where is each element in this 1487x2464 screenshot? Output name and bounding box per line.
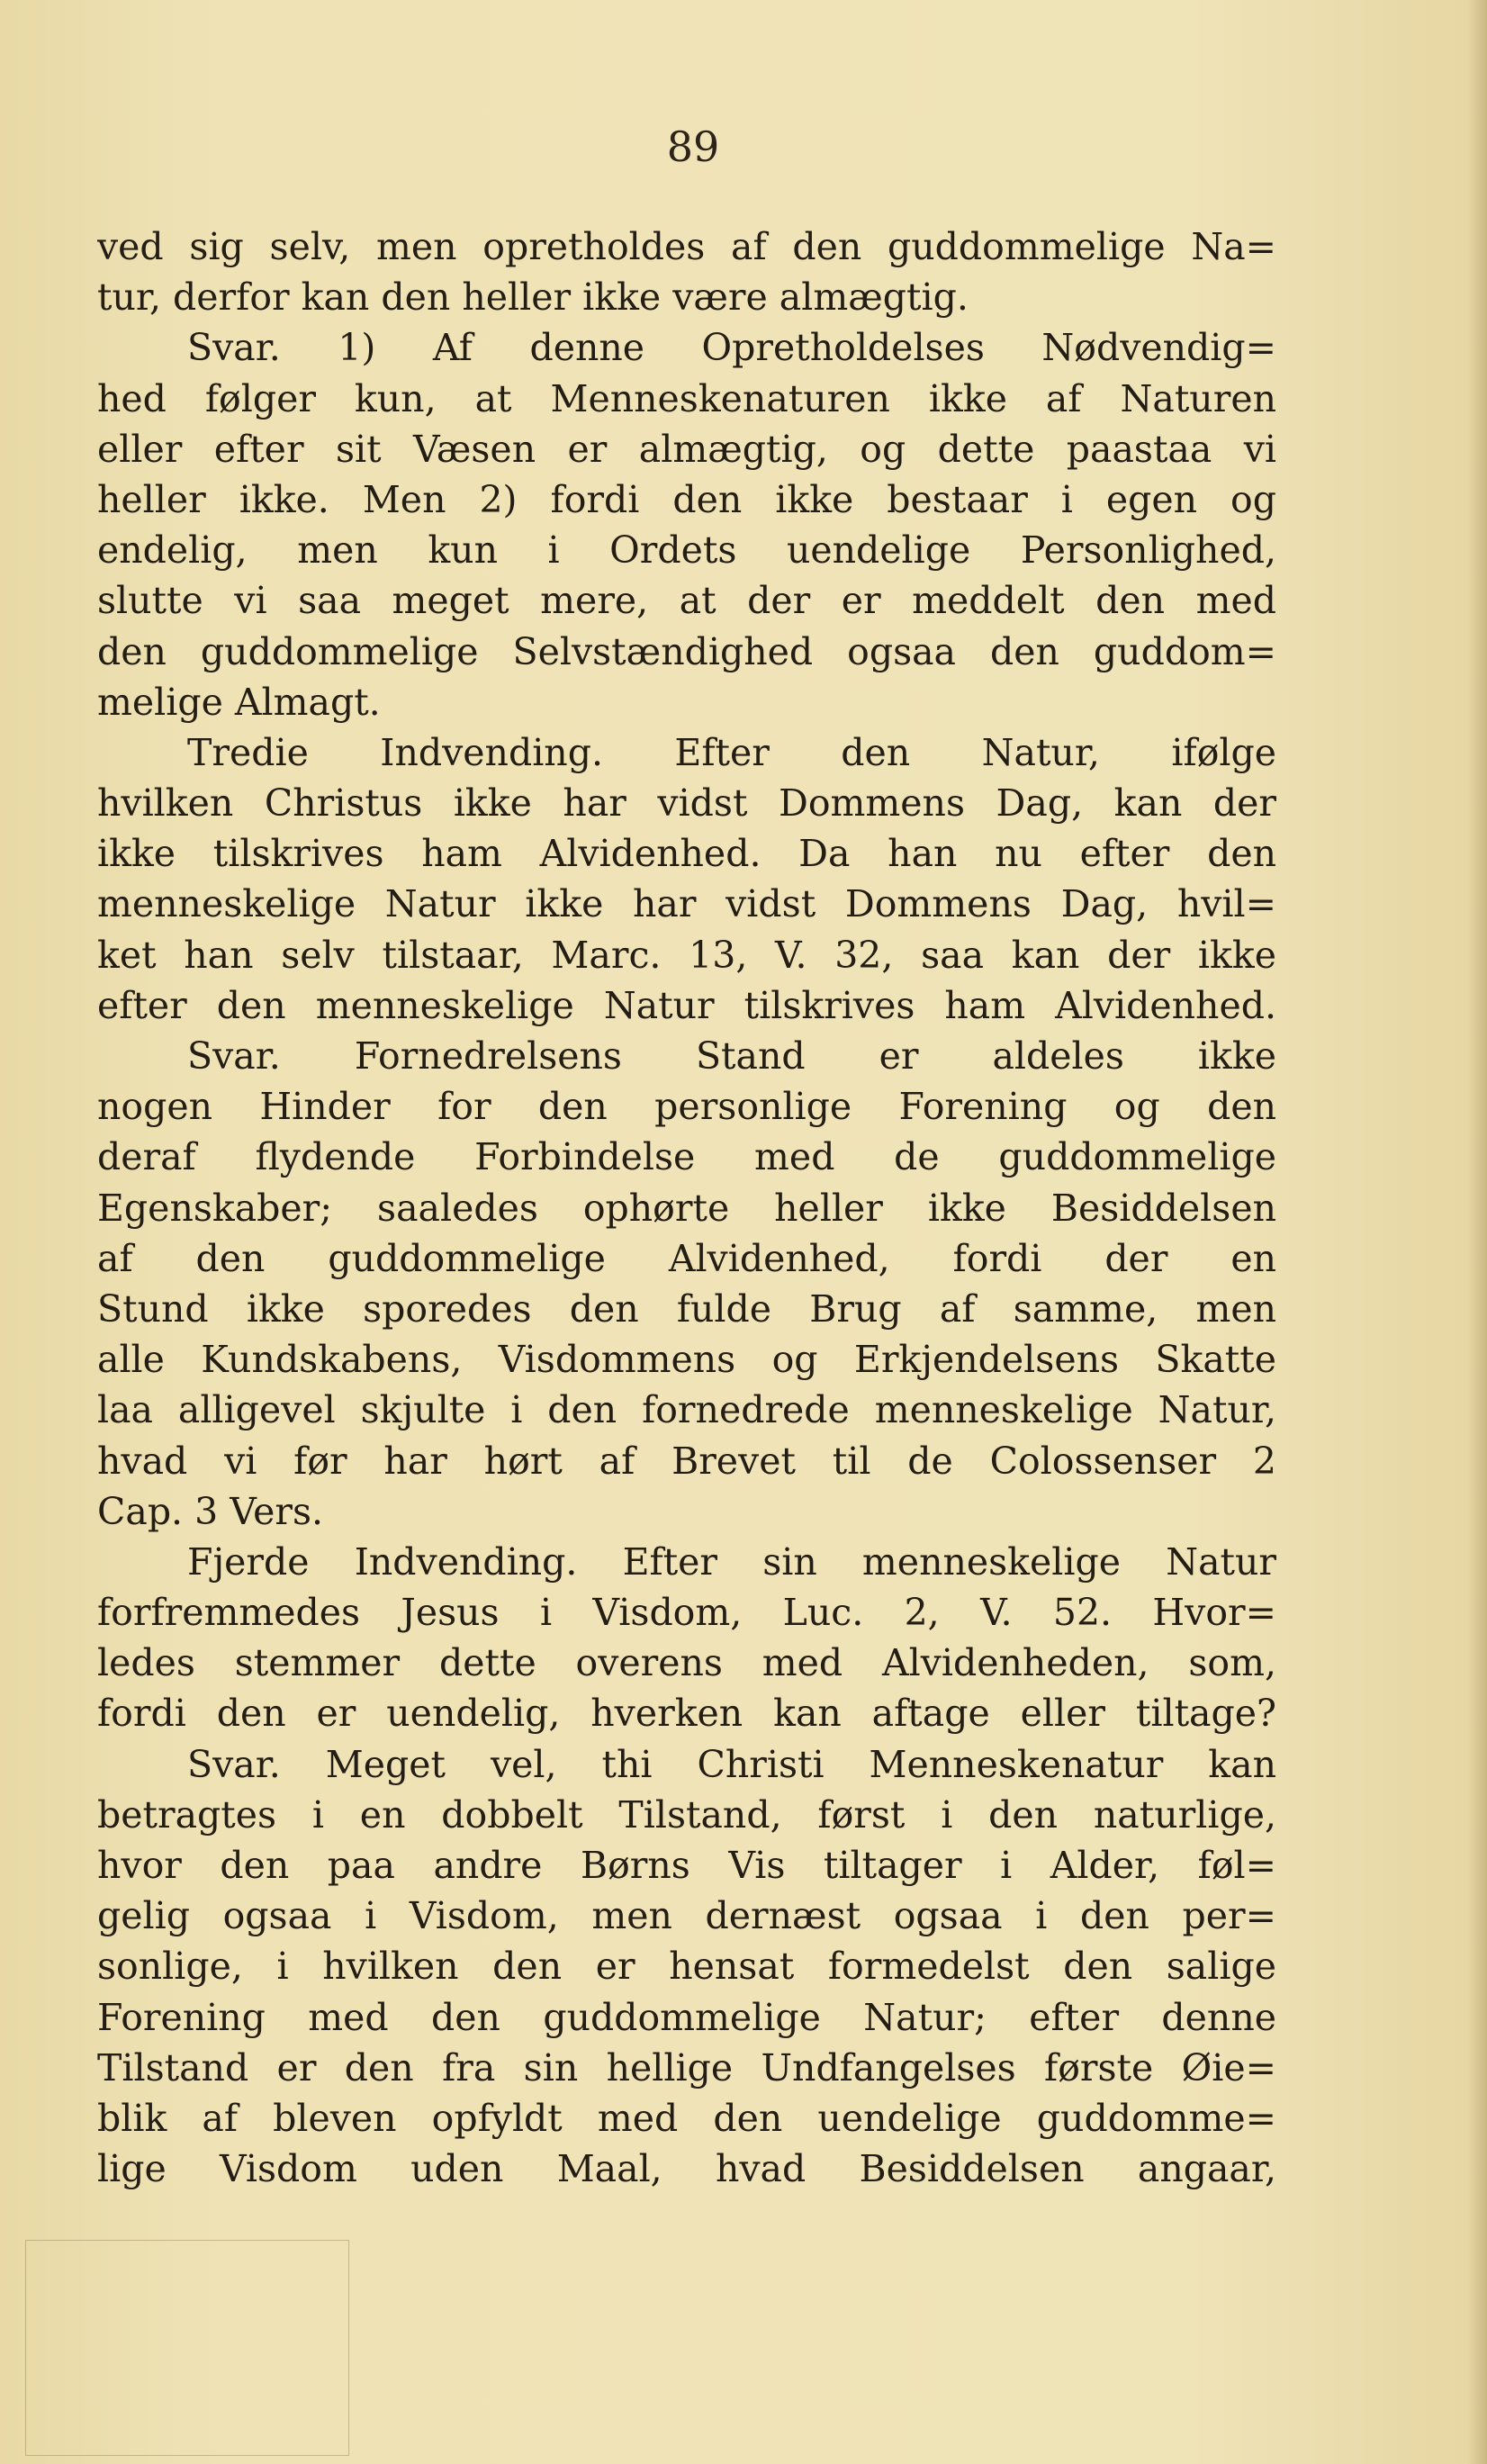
text-line: sonlige, i hvilken den er hensat formedelst den salige (97, 1945, 1276, 1989)
text-line: deraf flydende Forbindelse med de guddommelige (97, 1135, 1276, 1179)
text-line: Cap. 3 Vers. (97, 1489, 324, 1533)
page-edge-shadow (1467, 0, 1487, 2464)
text-line: endelig, men kun i Ordets uendelige Personlighed, (97, 528, 1276, 573)
text-line: Egenskaber; saaledes ophørte heller ikke Besiddelsen (97, 1186, 1276, 1230)
text-line: efter den menneskelige Natur tilskrives ham Alvidenhed. (97, 983, 1276, 1027)
text-line: ikke tilskrives ham Alvidenhed. Da han nu efter den (97, 832, 1276, 876)
text-line: Fjerde Indvending. Efter sin menneskelige Natur (187, 1539, 1276, 1584)
text-line: laa alligevel skjulte i den fornedrede menneskelige Natur, (97, 1388, 1276, 1432)
text-line: ledes stemmer dette overens med Alvidenheden, som, (97, 1641, 1276, 1685)
text-line: melige Almagt. (97, 680, 381, 724)
text-line: fordi den er uendelig, hverken kan aftage eller tiltage? (97, 1692, 1276, 1736)
text-line: slutte vi saa meget mere, at der er meddelt den med (97, 579, 1276, 623)
text-line: gelig ogsaa i Visdom, men dernæst ogsaa i den per= (97, 1894, 1276, 1938)
text-line: ket han selv tilstaar, Marc. 13, V. 32, saa kan der ikke (97, 933, 1276, 977)
text-line: alle Kundskabens, Visdommens og Erkjendelsens Skatte (97, 1338, 1276, 1382)
text-line: hvilken Christus ikke har vidst Dommens Dag, kan der (97, 781, 1276, 826)
text-line: af den guddommelige Alvidenhed, fordi der en (97, 1236, 1276, 1280)
faint-stamp-outline (25, 2240, 349, 2456)
text-line: menneskelige Natur ikke har vidst Dommens Dag, hvil= (97, 882, 1276, 926)
text-line: Stund ikke sporedes den fulde Brug af samme, men (97, 1286, 1276, 1331)
page-number: 89 (666, 122, 720, 171)
text-line: nogen Hinder for den personlige Forening og den (97, 1085, 1276, 1129)
text-line: blik af bleven opfyldt med den uendelige guddomme= (97, 2096, 1276, 2140)
text-line: Svar. Fornedrelsens Stand er aldeles ikke (187, 1034, 1276, 1078)
text-line: tur, derfor kan den heller ikke være almægtig. (97, 275, 969, 320)
text-line: Svar. Meget vel, thi Christi Menneskenatur kan (187, 1742, 1276, 1786)
text-line: Tilstand er den fra sin hellige Undfangelses første Øie= (97, 2045, 1276, 2089)
text-line: den guddommelige Selvstændighed ogsaa den guddom= (97, 629, 1276, 673)
text-line: hed følger kun, at Menneskenaturen ikke af Naturen (97, 376, 1276, 420)
text-line: eller efter sit Væsen er almægtig, og dette paastaa vi (97, 427, 1276, 471)
text-line: ved sig selv, men opretholdes af den guddommelige Na= (97, 225, 1276, 268)
text-line: Forening med den guddommelige Natur; efter denne (97, 1995, 1276, 2039)
text-line: Tredie Indvending. Efter den Natur, ifølge (187, 730, 1276, 774)
text-line: Svar. 1) Af denne Opretholdelses Nødvendig= (187, 326, 1276, 370)
text-line: hvor den paa andre Børns Vis tiltager i Alder, føl= (97, 1844, 1276, 1887)
text-line: heller ikke. Men 2) fordi den ikke bestaar i egen og (97, 477, 1276, 521)
text-line: lige Visdom uden Maal, hvad Besiddelsen angaar, (97, 2147, 1276, 2191)
body-text (97, 221, 1276, 2194)
text-line: betragtes i en dobbelt Tilstand, først i den naturlige, (97, 1792, 1276, 1837)
text-line: hvad vi før har hørt af Brevet til de Colossenser 2 (97, 1439, 1276, 1483)
text-line: forfremmedes Jesus i Visdom, Luc. 2, V. 52. Hvor= (97, 1591, 1276, 1635)
